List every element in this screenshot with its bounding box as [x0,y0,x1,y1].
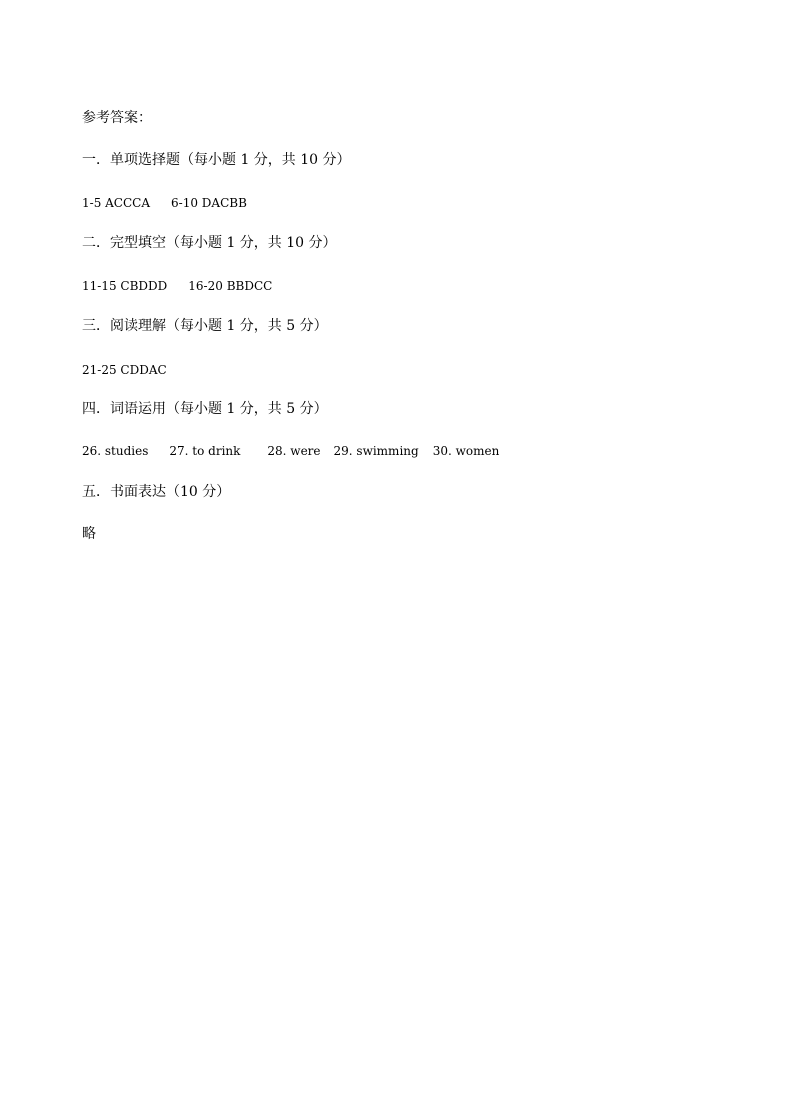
answer-group: 16-20 BBDCC [188,279,273,293]
answer-key-title: 参考答案： [82,110,152,126]
answer-item: 28. were [267,444,321,458]
answer-item: 29. swimming [333,444,419,458]
answer-item: 30. women [432,444,500,458]
section-4-heading: 四．词语运用（每小题 1 分，共 5 分） [82,401,328,417]
section-1-answers [82,197,247,209]
section-1-heading: 一．单项选择题（每小题 1 分，共 10 分） [82,152,351,168]
answer-item: 26. studies [82,444,149,458]
section-3-heading: 三．阅读理解（每小题 1 分，共 5 分） [82,318,328,334]
answer-group: 6-10 DACBB [171,196,247,210]
section-5-answer: 略 [82,526,96,542]
section-4-answers [82,445,499,457]
section-2-heading: 二．完型填空（每小题 1 分，共 10 分） [82,235,337,251]
answer-group: 21-25 CDDAC [82,363,167,377]
answer-group: 1-5 ACCCA [82,196,151,210]
answer-group: 11-15 CBDDD [82,279,168,293]
section-3-answers [82,364,167,376]
answer-item: 27. to drink [169,444,241,458]
section-5-heading: 五．书面表达（10 分） [82,484,231,500]
section-2-answers [82,280,272,292]
